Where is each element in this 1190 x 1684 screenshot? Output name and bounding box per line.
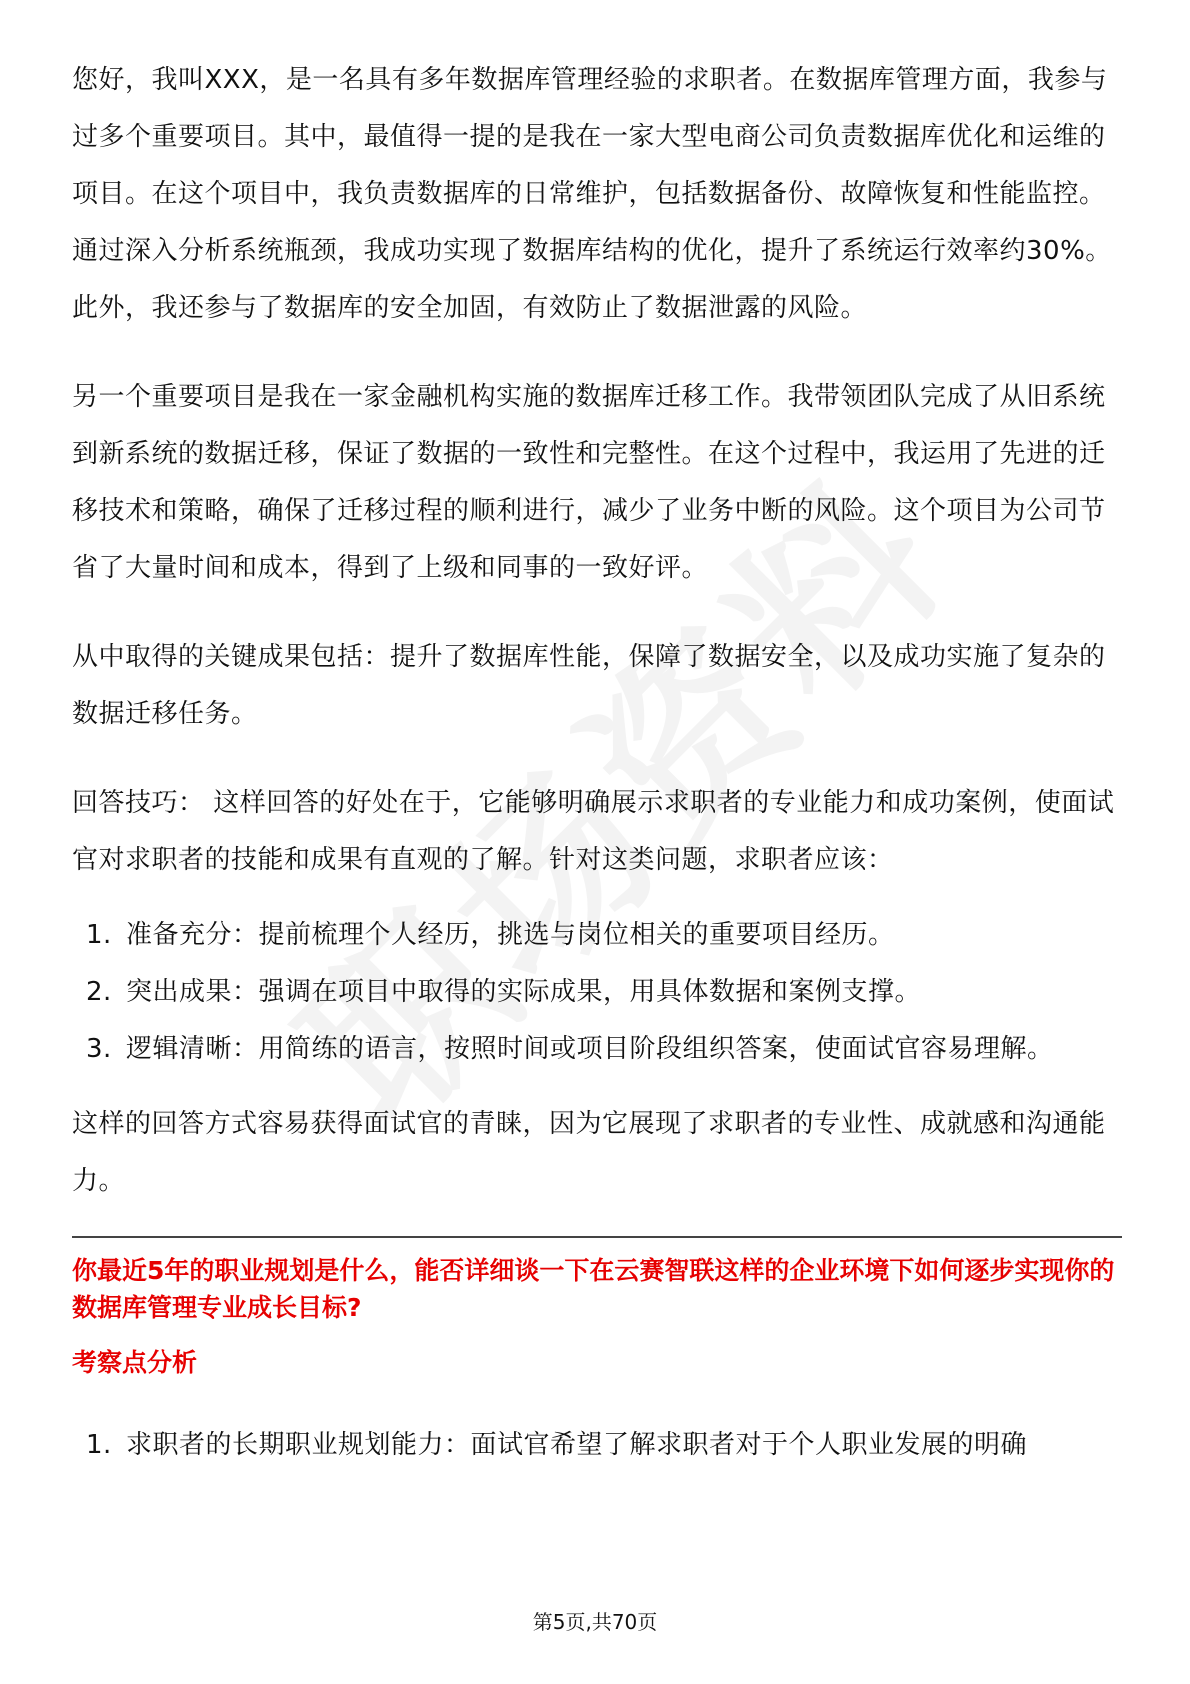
paragraph-key-results: 从中取得的关键成果包括：提升了数据库性能，保障了数据安全，以及成功实施了复杂的数据迁移任务。 [72,642,1106,729]
list-item-text: 准备充分：提前梳理个人经历，挑选与岗位相关的重要项目经历。 [126,920,895,950]
list-number: 3. [86,1034,112,1064]
list-item [72,1021,1122,1078]
list-number: 1. [86,920,112,950]
list-item-text: 求职者的长期职业规划能力：面试官希望了解求职者对于个人职业发展的明确 [126,1430,1028,1460]
paragraph-closing: 这样的回答方式容易获得面试官的青睐，因为它展现了求职者的专业性、成就感和沟通能力。 [72,1109,1106,1196]
paragraph-project-migration: 另一个重要项目是我在一家金融机构实施的数据库迁移工作。我带领团队完成了从旧系统到新系统的数据迁移，保证了数据的一致性和完整性。在这个过程中，我运用了先进的迁移技术和策略，确保了迁移过程的顺利进行，减少了业务中断的风险。这个项目为公司节省了大量时间和成本，得到了上级和同事的一致好评。 [72,382,1106,583]
list-number: 2. [86,977,112,1007]
tips-list [72,907,1122,1078]
section-divider [72,1236,1122,1238]
page-footer: 第5页,共70页 [532,1610,658,1634]
list-item-text: 突出成果：强调在项目中取得的实际成果，用具体数据和案例支撑。 [126,977,922,1007]
list-item-text: 逻辑清晰：用简练的语言，按照时间或项目阶段组织答案，使面试官容易理解。 [126,1034,1054,1064]
paragraph-project-ecommerce: 您好，我叫XXX，是一名具有多年数据库管理经验的求职者。在数据库管理方面，我参与过多个重要项目。其中，最值得一提的是我在一家大型电商公司负责数据库优化和运维的项目。在这个项目中，我负责数据库的日常维护，包括数据备份、故障恢复和性能监控。通过深入分析系统瓶颈，我成功实现了数据库结构的优化，提升了系统运行效率约30%。此外，我还参与了数据库的安全加固，有效防止了数据泄露的风险。 [72,65,1112,323]
list-item [72,907,1122,964]
analysis-list [72,1417,1122,1474]
paragraph-answer-tips: 回答技巧： 这样回答的好处在于，它能够明确展示求职者的专业能力和成功案例，使面试官对求职者的技能和成果有直观的了解。针对这类问题，求职者应该： [72,788,1115,875]
page-content [72,52,1122,1474]
list-item [72,1417,1122,1474]
list-item [72,964,1122,1021]
list-number: 1. [86,1430,112,1460]
question-heading: 你最近5年的职业规划是什么，能否详细谈一下在云赛智联这样的企业环境下如何逐步实现你的数据库管理专业成长目标? [72,1256,1115,1322]
analysis-heading: 考察点分析 [72,1348,198,1377]
